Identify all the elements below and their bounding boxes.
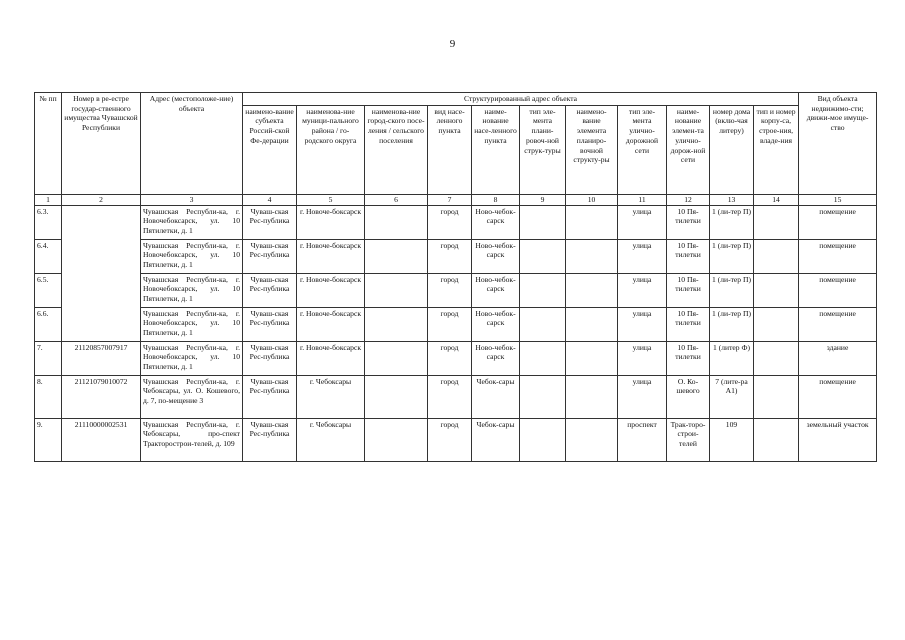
street-name: 10 Пя-тилетки	[667, 307, 710, 341]
planning-element-type	[520, 375, 566, 418]
column-number-row	[35, 194, 877, 205]
federal-subject: Чуваш-ская Рес-публика	[243, 205, 297, 239]
house-number: 7 (лите-ра А1)	[710, 375, 754, 418]
locality-name: Ново-чебок-сарск	[472, 239, 520, 273]
settlement	[365, 205, 428, 239]
locality-type: город	[428, 239, 472, 273]
planning-element-type	[520, 307, 566, 341]
header-house-number: номер дома (вклю-чая литеру)	[710, 105, 754, 194]
planning-element-name	[566, 341, 618, 375]
planning-element-type	[520, 418, 566, 461]
locality-name: Чебок-сары	[472, 418, 520, 461]
column-number: 4	[243, 194, 297, 205]
street-type: улица	[618, 273, 667, 307]
street-type: улица	[618, 341, 667, 375]
settlement	[365, 273, 428, 307]
locality-type: город	[428, 418, 472, 461]
page-number: 9	[449, 38, 456, 50]
column-number: 15	[799, 194, 877, 205]
planning-element-name	[566, 375, 618, 418]
property-register-table	[34, 92, 877, 462]
column-number: 10	[566, 194, 618, 205]
street-name: О. Ко-шевого	[667, 375, 710, 418]
header-building: тип и номер корпу-са, строе-ния, владе-ния	[754, 105, 799, 194]
column-number: 14	[754, 194, 799, 205]
header-number: № пп	[35, 93, 62, 195]
locality-name: Чебок-сары	[472, 375, 520, 418]
header-registry-number: Номер в ре-естре государ-ственного имущества Чувашской Республики	[62, 93, 141, 195]
row-number: 6.3.	[35, 205, 62, 239]
street-name: Трак-торо-строи-телей	[667, 418, 710, 461]
planning-element-name	[566, 273, 618, 307]
planning-element-type	[520, 341, 566, 375]
street-name: 10 Пя-тилетки	[667, 239, 710, 273]
street-type: улица	[618, 205, 667, 239]
row-number: 6.5.	[35, 273, 62, 307]
address: Чувашская Республи-ка, г. Чебоксары, ул. О. Кошевого, д. 7, по-мещение 3	[141, 375, 243, 418]
header-municipal-district: наименова-ние муници-пального района / го-родского округа	[297, 105, 365, 194]
planning-element-name	[566, 418, 618, 461]
settlement	[365, 341, 428, 375]
municipal-district: г. Новоче-боксарск	[297, 341, 365, 375]
column-number: 7	[428, 194, 472, 205]
column-number: 8	[472, 194, 520, 205]
address: Чувашская Республи-ка, г. Новочебоксарск, ул. 10 Пятилетки, д. 1	[141, 341, 243, 375]
address: Чувашская Республи-ка, г. Новочебоксарск, ул. 10 Пятилетки, д. 1	[141, 205, 243, 239]
header-planning-element-type: тип эле-мента плани-ровоч-ной струк-туры	[520, 105, 566, 194]
planning-element-name	[566, 307, 618, 341]
table-row	[35, 273, 877, 307]
header-locality-type: вид насе-ленного пункта	[428, 105, 472, 194]
registry-number: 21121079010072	[62, 375, 141, 418]
locality-name: Ново-чебок-сарск	[472, 273, 520, 307]
address: Чувашская Республи-ка, г. Чебоксары, про-спект Тракторострои-телей, д. 109	[141, 418, 243, 461]
street-type: улица	[618, 375, 667, 418]
settlement	[365, 307, 428, 341]
registry-number	[62, 205, 141, 341]
header-federal-subject: наимено-вание субъекта Россий-ской Фе-дерации	[243, 105, 297, 194]
planning-element-type	[520, 205, 566, 239]
planning-element-name	[566, 205, 618, 239]
header-street-type: тип эле-мента улично-дорожной сети	[618, 105, 667, 194]
house-number: 1 (ли-тер П)	[710, 205, 754, 239]
object-type: помещение	[799, 239, 877, 273]
row-number: 7.	[35, 341, 62, 375]
table-row	[35, 418, 877, 461]
column-number: 12	[667, 194, 710, 205]
locality-name: Ново-чебок-сарск	[472, 307, 520, 341]
house-number: 1 (ли-тер П)	[710, 307, 754, 341]
object-type: здание	[799, 341, 877, 375]
locality-type: город	[428, 205, 472, 239]
street-type: улица	[618, 307, 667, 341]
federal-subject: Чуваш-ская Рес-публика	[243, 273, 297, 307]
municipal-district: г. Новоче-боксарск	[297, 239, 365, 273]
municipal-district: г. Новоче-боксарск	[297, 307, 365, 341]
object-type: помещение	[799, 307, 877, 341]
column-number: 5	[297, 194, 365, 205]
building	[754, 375, 799, 418]
planning-element-type	[520, 273, 566, 307]
house-number: 109	[710, 418, 754, 461]
building	[754, 205, 799, 239]
row-number: 6.4.	[35, 239, 62, 273]
row-number: 8.	[35, 375, 62, 418]
municipal-district: г. Новоче-боксарск	[297, 273, 365, 307]
header-street-name: наиме-нование элемен-та улично-дорож-ной сети	[667, 105, 710, 194]
registry-number: 21110000002531	[62, 418, 141, 461]
locality-type: город	[428, 375, 472, 418]
header-locality-name: наиме-нование насе-ленного пункта	[472, 105, 520, 194]
building	[754, 341, 799, 375]
table-row	[35, 307, 877, 341]
street-name: 10 Пя-тилетки	[667, 341, 710, 375]
building	[754, 273, 799, 307]
header-planning-element-name: наимено-вание элемента планиро-вочной структу-ры	[566, 105, 618, 194]
column-number: 9	[520, 194, 566, 205]
locality-type: город	[428, 273, 472, 307]
planning-element-type	[520, 239, 566, 273]
header-address: Адрес (местоположе-ние) объекта	[141, 93, 243, 195]
column-number: 11	[618, 194, 667, 205]
building	[754, 307, 799, 341]
house-number: 1 (ли-тер П)	[710, 273, 754, 307]
header-structured-address: Структурированный адрес объекта	[243, 93, 799, 106]
street-type: улица	[618, 239, 667, 273]
column-number: 1	[35, 194, 62, 205]
header-object-type: Вид объекта недвижимо-сти; движи-мое имуще-ство	[799, 93, 877, 195]
locality-name: Ново-чебок-сарск	[472, 341, 520, 375]
locality-name: Ново-чебок-сарск	[472, 205, 520, 239]
row-number: 6.6.	[35, 307, 62, 341]
address: Чувашская Республи-ка, г. Новочебоксарск, ул. 10 Пятилетки, д. 1	[141, 239, 243, 273]
settlement	[365, 239, 428, 273]
object-type: земельный участок	[799, 418, 877, 461]
street-name: 10 Пя-тилетки	[667, 273, 710, 307]
building	[754, 239, 799, 273]
street-type: проспект	[618, 418, 667, 461]
row-number: 9.	[35, 418, 62, 461]
column-number: 2	[62, 194, 141, 205]
settlement	[365, 418, 428, 461]
municipal-district: г. Новоче-боксарск	[297, 205, 365, 239]
table-row	[35, 205, 877, 239]
table-row	[35, 375, 877, 418]
planning-element-name	[566, 239, 618, 273]
municipal-district: г. Чебоксары	[297, 375, 365, 418]
column-number: 13	[710, 194, 754, 205]
settlement	[365, 375, 428, 418]
object-type: помещение	[799, 273, 877, 307]
column-number: 3	[141, 194, 243, 205]
street-name: 10 Пя-тилетки	[667, 205, 710, 239]
column-number: 6	[365, 194, 428, 205]
municipal-district: г. Чебоксары	[297, 418, 365, 461]
house-number: 1 (ли-тер П)	[710, 239, 754, 273]
header-settlement: наименова-ние город-ского посе-ления / сельского поселения	[365, 105, 428, 194]
table-row	[35, 239, 877, 273]
table-row	[35, 341, 877, 375]
federal-subject: Чуваш-ская Рес-публика	[243, 418, 297, 461]
federal-subject: Чуваш-ская Рес-публика	[243, 341, 297, 375]
object-type: помещение	[799, 205, 877, 239]
locality-type: город	[428, 307, 472, 341]
federal-subject: Чуваш-ская Рес-публика	[243, 307, 297, 341]
registry-number: 21120857007917	[62, 341, 141, 375]
federal-subject: Чуваш-ская Рес-публика	[243, 375, 297, 418]
federal-subject: Чуваш-ская Рес-публика	[243, 239, 297, 273]
locality-type: город	[428, 341, 472, 375]
address: Чувашская Республи-ка, г. Новочебоксарск, ул. 10 Пятилетки, д. 1	[141, 273, 243, 307]
house-number: 1 (литер Ф)	[710, 341, 754, 375]
address: Чувашская Республи-ка, г. Новочебоксарск, ул. 10 Пятилетки, д. 1	[141, 307, 243, 341]
building	[754, 418, 799, 461]
object-type: помещение	[799, 375, 877, 418]
